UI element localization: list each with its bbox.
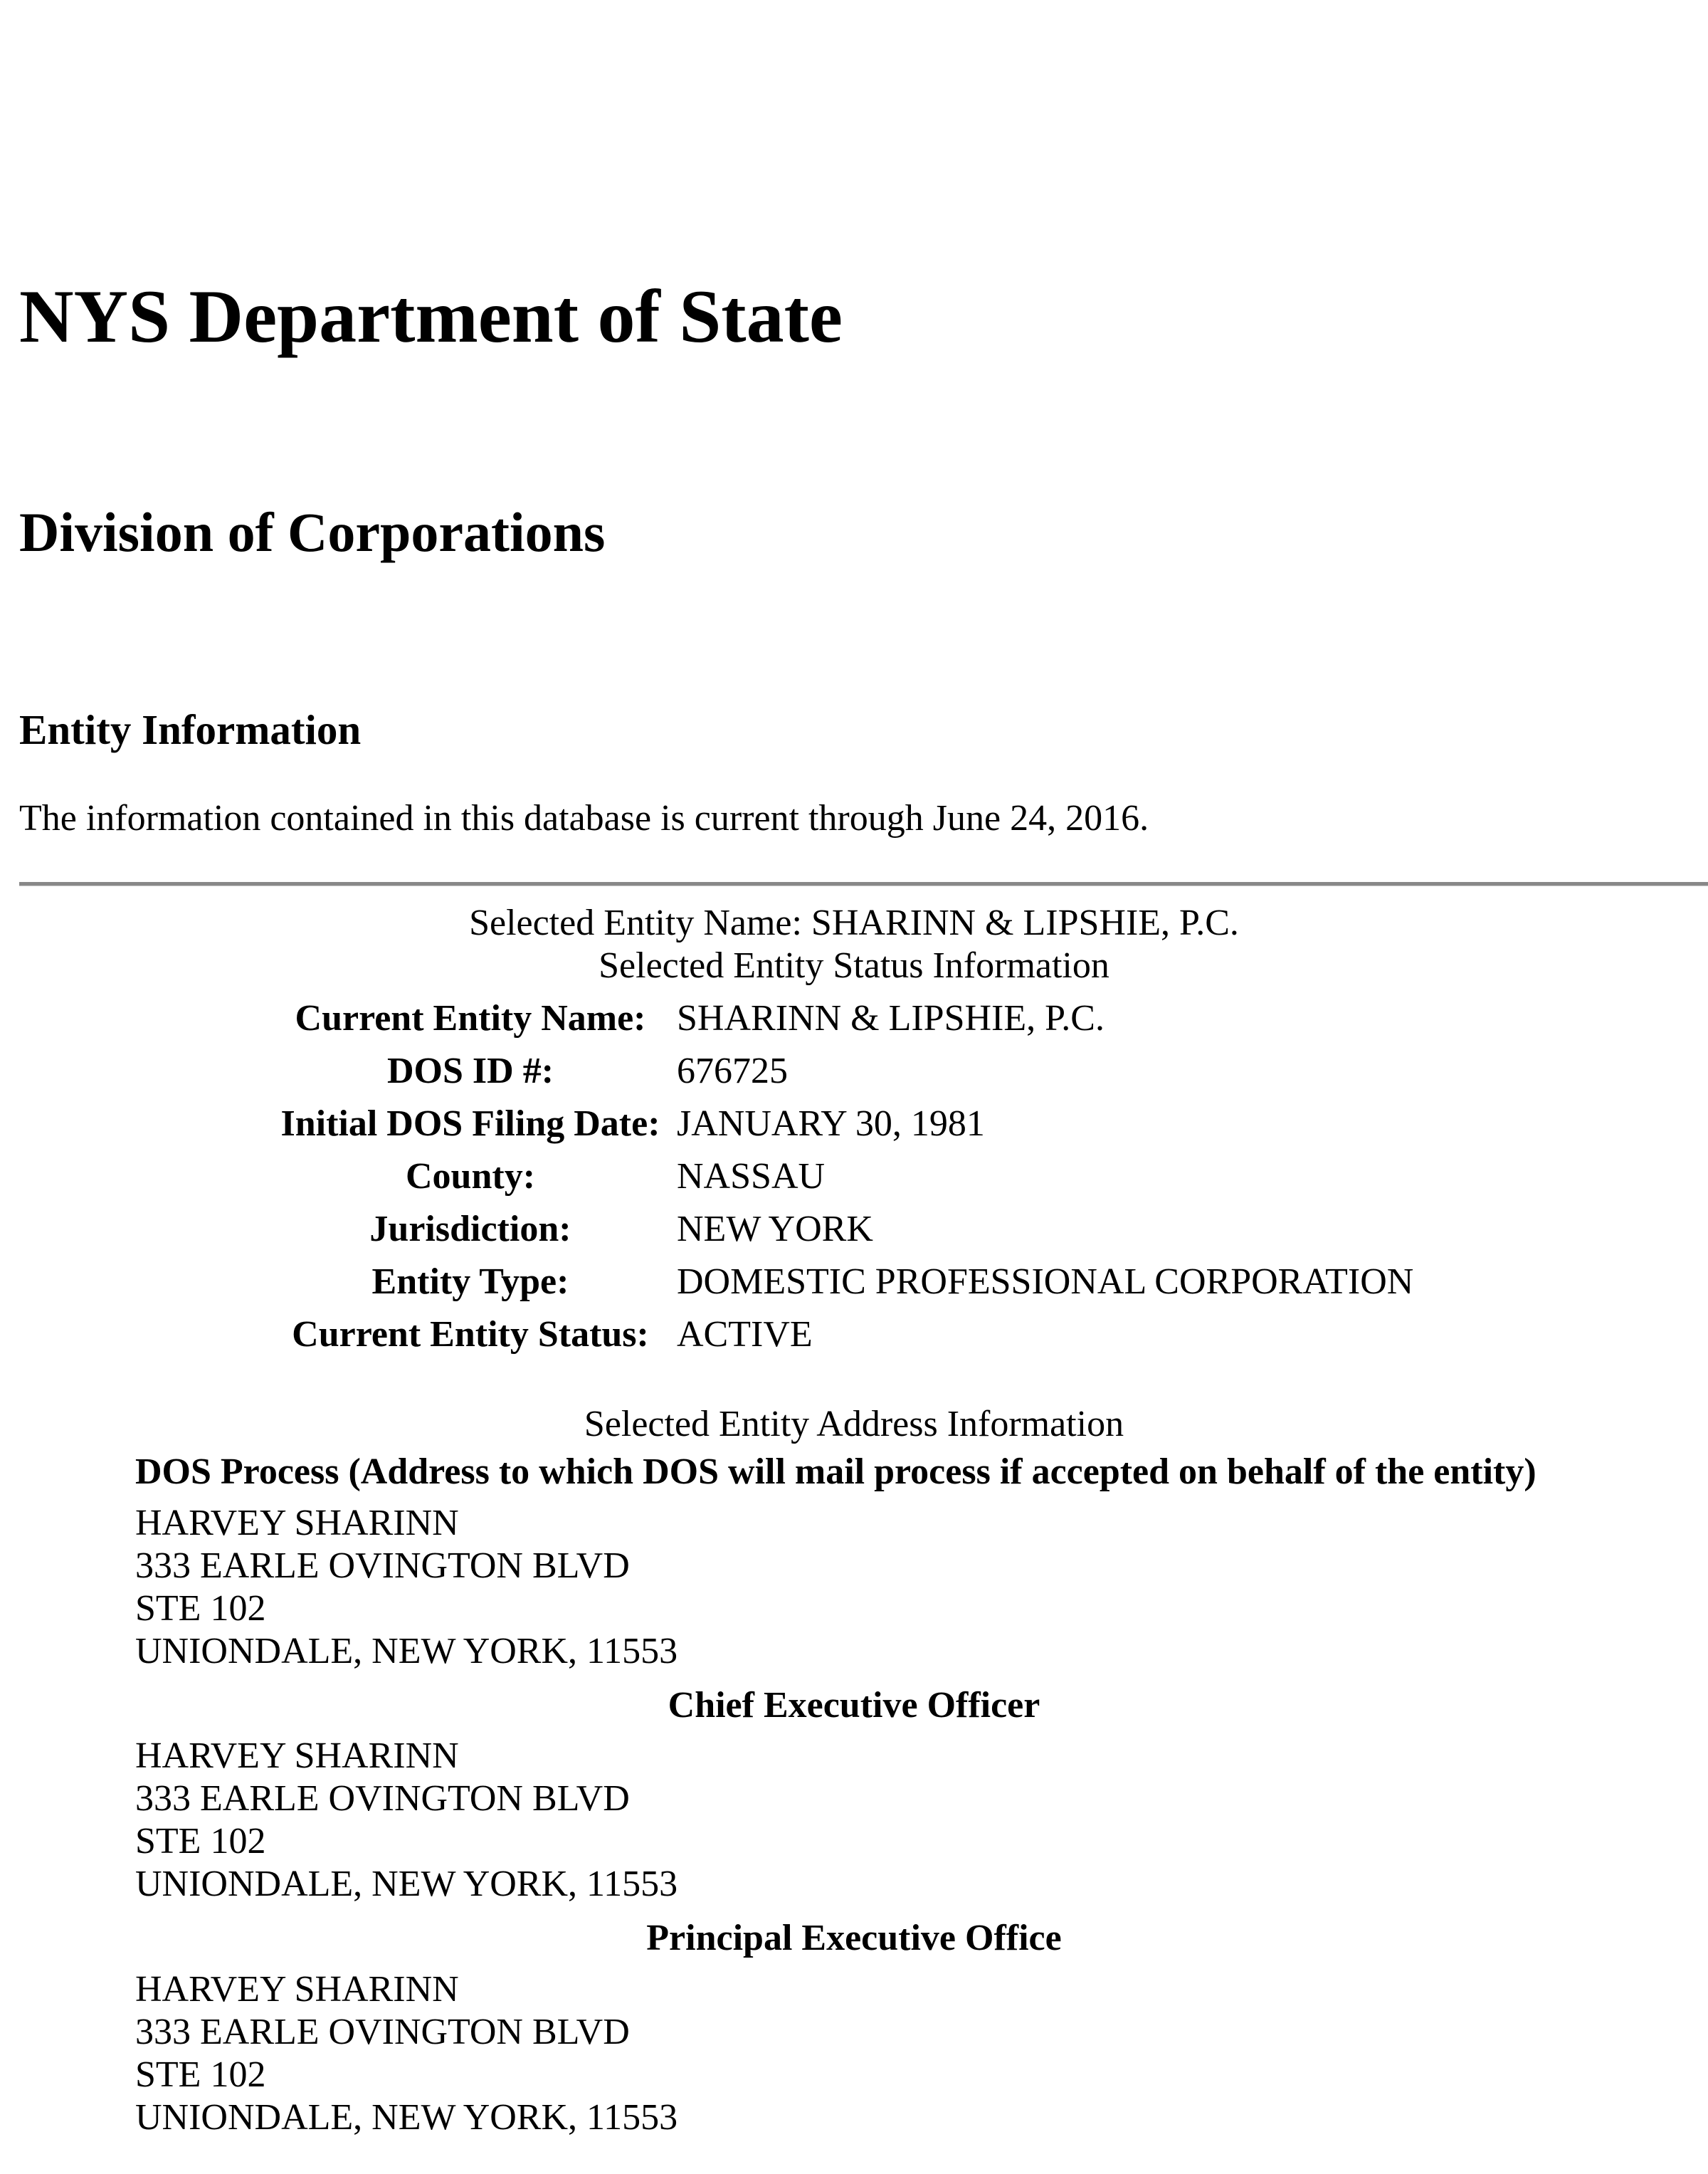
address-line: STE 102 [135, 1821, 266, 1861]
address-line: UNIONDALE, NEW YORK, 11553 [135, 1864, 678, 1904]
current-through-notice: The information contained in this database is current through June 24, 2016. [19, 798, 1149, 839]
table-row [274, 1308, 1419, 1360]
ceo-heading: Chief Executive Officer [668, 1685, 1040, 1726]
entity-status-table [274, 992, 1419, 1360]
section-title: Entity Information [19, 706, 362, 753]
address-line: UNIONDALE, NEW YORK, 11553 [135, 2097, 678, 2138]
current-entity-name-value: SHARINN & LIPSHIE, P.C. [677, 997, 1105, 1039]
entity-status-value: ACTIVE [677, 1313, 813, 1355]
filing-date-value: JANUARY 30, 1981 [677, 1103, 985, 1144]
address-line: 333 EARLE OVINGTON BLVD [135, 1778, 630, 1819]
table-row [274, 1255, 1419, 1308]
ceo-address [135, 1735, 678, 1906]
dos-id-label: DOS ID #: [386, 1050, 554, 1091]
address-line: STE 102 [135, 2054, 266, 2095]
table-row [274, 1150, 1419, 1202]
address-line: UNIONDALE, NEW YORK, 11553 [135, 1631, 678, 1671]
principal-office-address [135, 1968, 678, 2139]
table-row [274, 1202, 1419, 1255]
filing-date-label: Initial DOS Filing Date: [280, 1103, 660, 1144]
selected-entity-name: Selected Entity Name: SHARINN & LIPSHIE, P.C. [469, 903, 1239, 943]
county-value: NASSAU [677, 1155, 826, 1197]
entity-status-label: Current Entity Status: [292, 1313, 649, 1355]
current-entity-name-label: Current Entity Name: [295, 997, 646, 1039]
page-title: NYS Department of State [19, 275, 843, 358]
address-line: HARVEY SHARINN [135, 1735, 459, 1776]
principal-office-heading: Principal Executive Office [646, 1918, 1062, 1958]
table-row [274, 1097, 1419, 1150]
address-line: 333 EARLE OVINGTON BLVD [135, 2012, 630, 2052]
address-line: HARVEY SHARINN [135, 1969, 459, 2010]
division-title: Division of Corporations [19, 501, 606, 563]
status-info-heading: Selected Entity Status Information [599, 945, 1109, 986]
address-line: STE 102 [135, 1588, 266, 1629]
county-label: County: [405, 1155, 536, 1197]
address-line: HARVEY SHARINN [135, 1503, 459, 1543]
address-line: 333 EARLE OVINGTON BLVD [135, 1545, 630, 1586]
jurisdiction-label: Jurisdiction: [369, 1208, 571, 1249]
dos-process-address [135, 1502, 678, 1673]
address-info-heading: Selected Entity Address Information [584, 1404, 1124, 1444]
dos-id-value: 676725 [677, 1050, 788, 1091]
entity-type-label: Entity Type: [371, 1261, 569, 1302]
jurisdiction-value: NEW YORK [677, 1208, 873, 1249]
table-row [274, 992, 1419, 1044]
horizontal-divider [19, 882, 1708, 886]
entity-type-value: DOMESTIC PROFESSIONAL CORPORATION [677, 1261, 1414, 1302]
dos-process-heading: DOS Process (Address to which DOS will mail process if accepted on behalf of the entity) [135, 1451, 1536, 1492]
table-row [274, 1044, 1419, 1097]
